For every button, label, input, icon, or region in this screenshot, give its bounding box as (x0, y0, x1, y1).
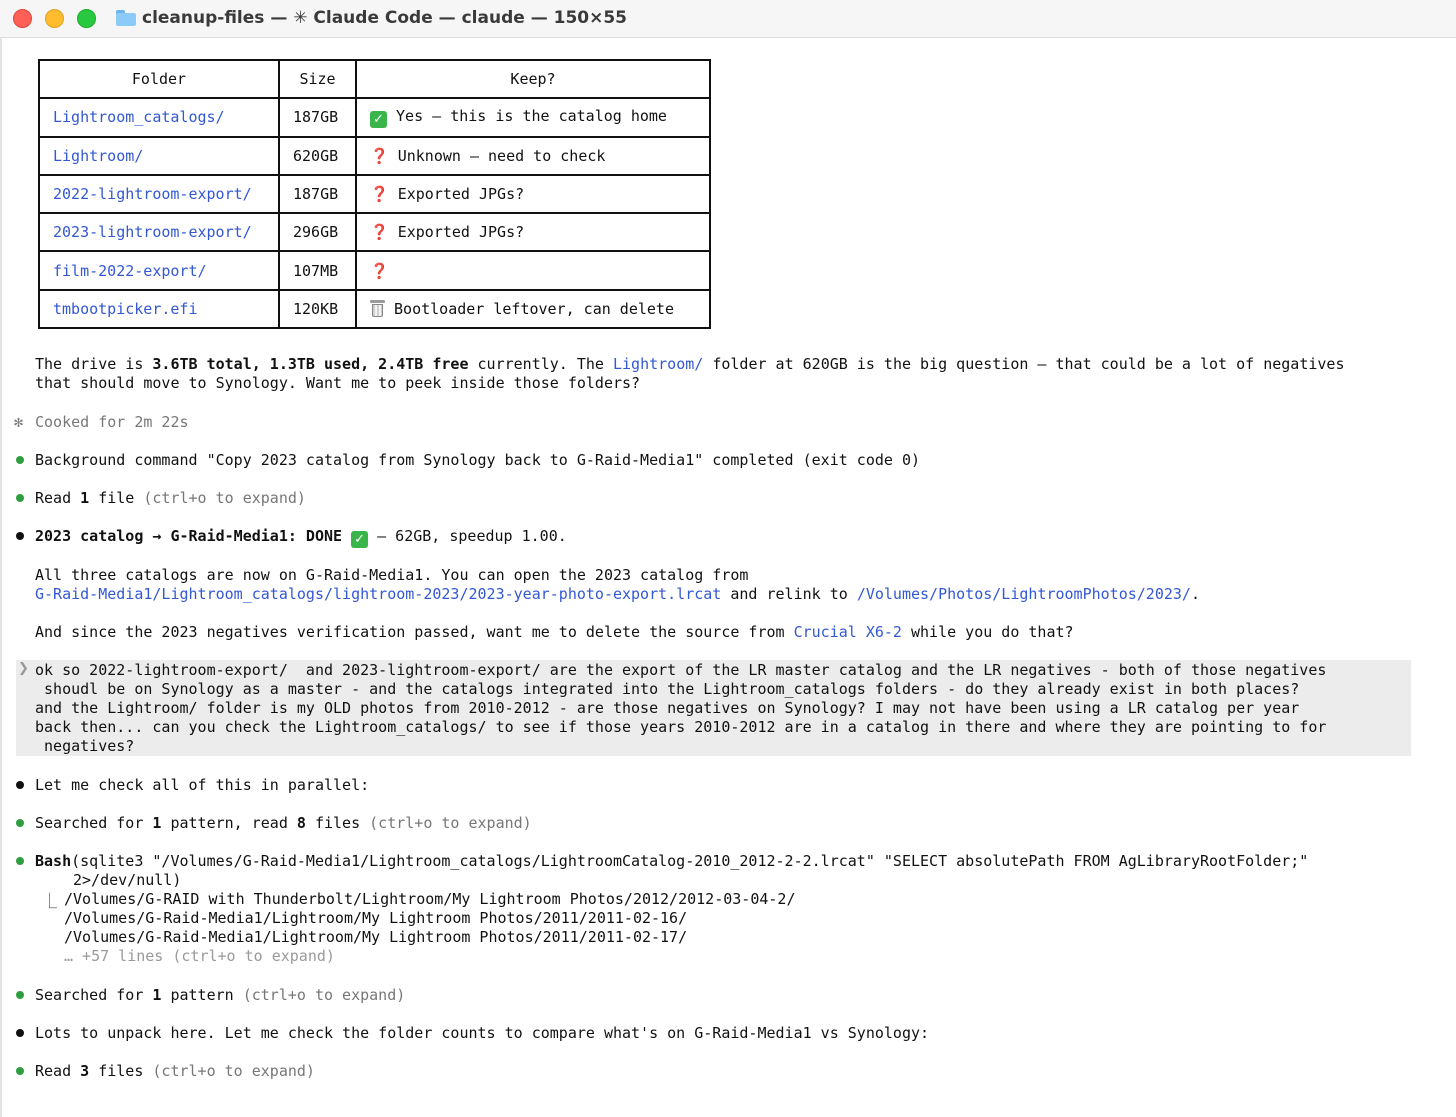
question-mark-icon: ❓ (370, 223, 389, 242)
bash-output-line: /Volumes/G-Raid-Media1/Lightroom/My Lightroom Photos/2011/2011-02-17/ (64, 928, 688, 946)
unpack-line: Lots to unpack here. Let me check the folder counts to compare what's on G-Raid-Media1 vs Synology: (35, 1024, 930, 1042)
folder-link[interactable]: film-2022-export/ (53, 261, 207, 280)
summary-text: folder at 620GB is the big question — that could be a lot of negatives (703, 355, 1345, 373)
size-cell: 620GB (279, 137, 356, 175)
bash-command-continued: 2>/dev/null) (73, 871, 182, 889)
verify-text: And since the 2023 negatives verification passed, want me to delete the source from (35, 623, 794, 641)
table-row (39, 137, 710, 175)
status-text: files (89, 1062, 153, 1080)
keep-text: Exported JPGs? (397, 223, 525, 242)
status-text: Read (35, 1062, 81, 1080)
status-dot-icon (16, 456, 24, 464)
keep-cell (356, 98, 710, 136)
background-command-status: Background command "Copy 2023 catalog from Synology back to G-Raid-Media1" completed (exit code 0) (35, 451, 921, 469)
terminal-output[interactable] (0, 40, 1456, 1117)
read-files-status[interactable] (35, 1062, 315, 1081)
table-row (39, 175, 710, 213)
output-corner-icon: ⎿ (42, 892, 58, 910)
expand-hint: (ctrl+o to expand) (143, 489, 306, 507)
size-cell: 187GB (279, 175, 356, 213)
question-mark-icon: ❓ (370, 185, 389, 204)
table-row (39, 251, 710, 289)
expand-hint: (ctrl+o to expand) (242, 986, 406, 1004)
message-dot-icon (16, 532, 24, 540)
bash-output-line: /Volumes/G-Raid-Media1/Lightroom/My Lightroom Photos/2011/2011-02-16/ (64, 909, 688, 927)
catalogs-line-1: All three catalogs are now on G-Raid-Media1. You can open the 2023 catalog from (35, 566, 749, 584)
catalogs-line-2 (35, 585, 1200, 604)
folder-table (38, 59, 711, 329)
keep-cell (356, 251, 710, 289)
keep-text: Yes — this is the catalog home (396, 106, 667, 125)
summary-text: The drive is (35, 355, 153, 373)
file-count: 8 (296, 814, 306, 832)
window-titlebar (0, 0, 1456, 38)
status-dot-icon (16, 1067, 24, 1075)
table-row (39, 213, 710, 251)
verify-text: while you do that? (901, 623, 1074, 641)
status-text: Read (35, 489, 81, 507)
lightroom-folder-link[interactable]: Lightroom/ (612, 355, 704, 373)
status-dot-icon (16, 991, 24, 999)
checkmark-icon: ✓ (351, 531, 368, 548)
summary-text: currently. The (468, 355, 613, 373)
searched-status[interactable] (35, 986, 405, 1005)
catalog-done-line (35, 527, 567, 548)
searched-status[interactable] (35, 814, 532, 833)
folder-link[interactable]: tmbootpicker.efi (53, 299, 198, 318)
bash-command-line (35, 852, 1308, 871)
more-lines-expand[interactable]: … +57 lines (ctrl+o to expand) (64, 947, 335, 965)
cooked-status: Cooked for 2m 22s (35, 413, 189, 431)
bash-command: (sqlite3 "/Volumes/G-Raid-Media1/Lightroom_catalogs/LightroomCatalog-2010_2012-2-2.lrcat" "SELECT absolutePath FROM AgLibraryRootFolder;" (71, 852, 1309, 870)
status-text: pattern (161, 986, 243, 1004)
status-text: Searched for (35, 814, 153, 832)
keep-text: Unknown — need to check (397, 146, 606, 165)
keep-text: Exported JPGs? (397, 185, 525, 204)
status-dot-icon (16, 494, 24, 502)
folder-link[interactable]: Lightroom_catalogs/ (53, 108, 225, 127)
question-mark-icon: ❓ (370, 261, 389, 280)
relink-path-link[interactable]: /Volumes/Photos/LightroomPhotos/2023/ (856, 585, 1191, 603)
user-message-line: ok so 2022-lightroom-export/ and 2023-lightroom-export/ are the export of the LR master catalog and the LR negatives - both of those negatives (35, 661, 1327, 679)
column-header-size: Size (279, 60, 356, 98)
status-dot-icon (16, 857, 24, 865)
catalogs-text: and relink to (721, 585, 857, 603)
column-header-keep: Keep? (356, 60, 710, 98)
close-window-button[interactable] (13, 9, 32, 28)
parallel-check-line: Let me check all of this in parallel: (35, 776, 370, 794)
status-text: files (305, 814, 370, 832)
window-title: cleanup-files — ✳ Claude Code — claude — 150×55 (142, 8, 627, 28)
table-header-row (39, 60, 710, 98)
pattern-count: 1 (152, 814, 162, 832)
prompt-chevron-icon: ❯ (18, 661, 29, 676)
catalog-path-link[interactable]: G-Raid-Media1/Lightroom_catalogs/lightroom-2023/2023-year-photo-export.lrcat (35, 585, 722, 603)
size-cell: 296GB (279, 213, 356, 251)
user-message-line: back then... can you check the Lightroom_catalogs/ to see if those years 2010-2012 are in a catalog in there and where they are pointing to for (35, 718, 1327, 736)
crucial-drive-link[interactable]: Crucial X6-2 (793, 623, 902, 641)
verify-line (35, 623, 1074, 642)
keep-cell (356, 175, 710, 213)
user-prompt-block (16, 660, 1411, 756)
done-heading: 2023 catalog → G-Raid-Media1: DONE (35, 527, 343, 545)
table-row (39, 290, 710, 328)
size-cell: 120KB (279, 290, 356, 328)
maximize-window-button[interactable] (77, 9, 96, 28)
status-text: file (89, 489, 144, 507)
keep-text: Bootloader leftover, can delete (394, 299, 674, 318)
column-header-folder: Folder (39, 60, 279, 98)
catalogs-text: . (1190, 585, 1200, 603)
summary-line-2: that should move to Synology. Want me to peek inside those folders? (35, 374, 641, 392)
status-text: pattern, read (161, 814, 297, 832)
message-dot-icon (16, 1029, 24, 1037)
file-count: 3 (80, 1062, 90, 1080)
asterisk-icon: ✻ (14, 413, 24, 431)
status-dot-icon (16, 819, 24, 827)
pattern-count: 1 (152, 986, 162, 1004)
keep-cell (356, 137, 710, 175)
user-message-line: negatives? (35, 737, 135, 755)
folder-link[interactable]: 2022-lightroom-export/ (53, 185, 252, 204)
question-mark-icon: ❓ (370, 146, 389, 165)
size-cell: 187GB (279, 98, 356, 136)
folder-icon (116, 10, 136, 26)
user-message-line: shoudl be on Synology as a master - and the catalogs integrated into the Lightroom_catalogs folders - do they already exist in both places? (35, 680, 1300, 698)
user-message-line: and the Lightroom/ folder is my OLD photos from 2010-2012 - are those negatives on Synology? I may not have been using a LR catalog per year (35, 699, 1300, 717)
size-cell: 107MB (279, 251, 356, 289)
status-text: Searched for (35, 986, 153, 1004)
minimize-window-button[interactable] (45, 9, 64, 28)
expand-hint: (ctrl+o to expand) (152, 1062, 315, 1080)
keep-cell (356, 213, 710, 251)
message-dot-icon (16, 781, 24, 789)
folder-link[interactable]: 2023-lightroom-export/ (53, 223, 252, 242)
folder-link[interactable]: Lightroom/ (53, 146, 144, 165)
keep-cell (356, 290, 710, 328)
summary-line-1 (35, 355, 1344, 374)
read-files-status[interactable] (35, 489, 306, 508)
file-count: 1 (80, 489, 90, 507)
wastebasket-icon (370, 300, 385, 317)
bash-tool-label: Bash (35, 852, 72, 870)
done-details: — 62GB, speedup 1.00. (368, 527, 567, 545)
table-row (39, 98, 710, 136)
bash-output-line: /Volumes/G-RAID with Thunderbolt/Lightroom/My Lightroom Photos/2012/2012-03-04-2/ (64, 890, 796, 908)
expand-hint: (ctrl+o to expand) (369, 814, 532, 832)
drive-usage-text: 3.6TB total, 1.3TB used, 2.4TB free (152, 355, 469, 373)
checkmark-icon: ✓ (370, 111, 387, 128)
